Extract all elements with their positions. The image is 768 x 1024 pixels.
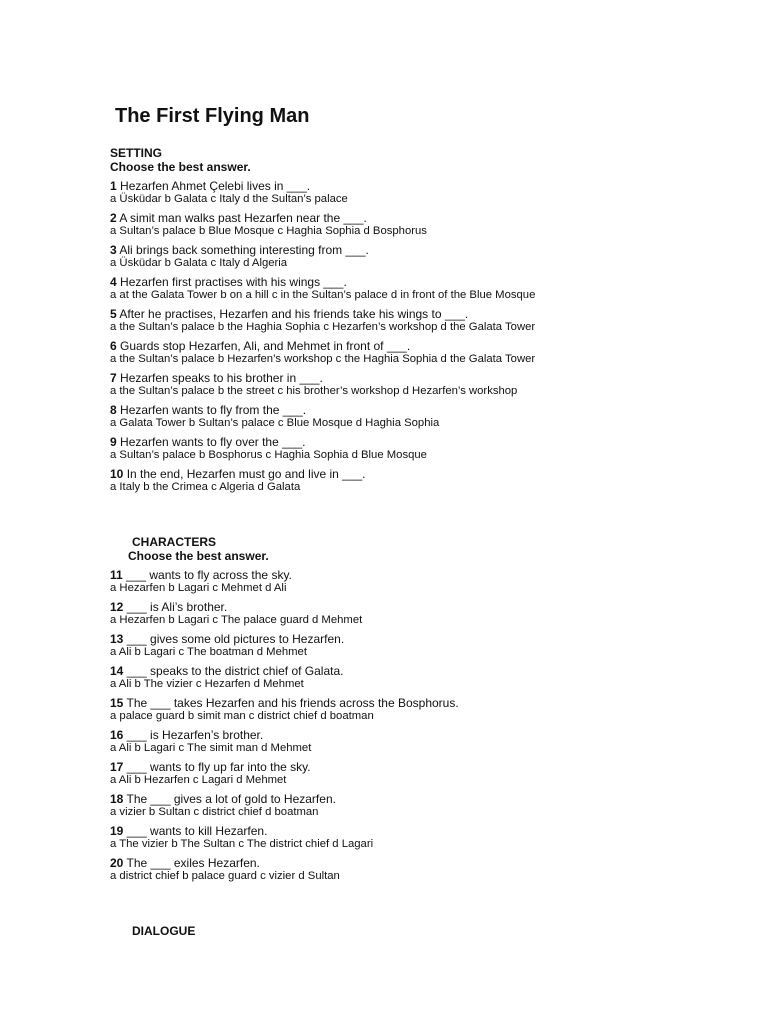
question-number: 9 <box>110 435 117 449</box>
question-number: 2 <box>110 211 117 225</box>
question-text: ___ speaks to the district chief of Galata. <box>126 664 344 678</box>
question-item <box>110 632 750 659</box>
answer-options: a the Sultan’s palace b the Haghia Sophia c Hezarfen’s workshop d the Galata Tower <box>110 321 536 333</box>
question-line <box>110 792 750 806</box>
question-number: 7 <box>110 371 117 385</box>
question-text: The ___ gives a lot of gold to Hezarfen. <box>126 792 336 806</box>
question-number: 18 <box>110 792 124 806</box>
dialogue-heading: DIALOGUE <box>132 924 196 938</box>
setting-section <box>110 146 750 494</box>
question-number: 17 <box>110 760 124 774</box>
answer-options: a Üsküdar b Galata c Italy d Algeria <box>110 257 288 269</box>
question-line <box>110 211 750 225</box>
answer-options: a Hezarfen b Lagari c Mehmet d Ali <box>110 582 287 594</box>
question-item <box>110 856 750 883</box>
answer-options: a palace guard b simit man c district chief d boatman <box>110 710 374 722</box>
question-line <box>110 403 750 417</box>
question-text: In the end, Hezarfen must go and live in ___. <box>126 467 366 481</box>
question-number: 20 <box>110 856 124 870</box>
question-item <box>110 275 750 302</box>
question-text: Ali brings back something interesting from ___. <box>119 243 369 257</box>
answer-options: a at the Galata Tower b on a hill c in the Sultan’s palace d in front of the Blue Mosque <box>110 289 536 301</box>
question-text: The ___ exiles Hezarfen. <box>126 856 260 870</box>
answer-options: a the Sultan’s palace b Hezarfen’s workshop c the Haghia Sophia d the Galata Tower <box>110 353 536 365</box>
question-item <box>110 211 750 238</box>
question-text: ___ is Ali’s brother. <box>126 600 228 614</box>
question-text: ___ gives some old pictures to Hezarfen. <box>126 632 345 646</box>
question-number: 5 <box>110 307 117 321</box>
answer-options: a Hezarfen b Lagari c The palace guard d Mehmet <box>110 614 363 626</box>
question-text: Hezarfen wants to fly over the ___. <box>120 435 306 449</box>
question-line <box>110 696 750 710</box>
question-text: A simit man walks past Hezarfen near the ___. <box>119 211 367 225</box>
question-line <box>110 664 750 678</box>
question-item <box>110 824 750 851</box>
question-number: 13 <box>110 632 124 646</box>
answer-options: a The vizier b The Sultan c The district chief d Lagari <box>110 838 374 850</box>
setting-question-list <box>110 179 750 494</box>
question-item <box>110 339 750 366</box>
answer-options: a the Sultan’s palace b the street c his brother’s workshop d Hezarfen’s workshop <box>110 385 518 397</box>
page-title: The First Flying Man <box>115 105 310 127</box>
question-item <box>110 696 750 723</box>
question-line <box>110 632 750 646</box>
question-number: 8 <box>110 403 117 417</box>
answer-options: a Üsküdar b Galata c Italy d the Sultan’s palace <box>110 193 348 205</box>
question-text: Hezarfen first practises with his wings ___. <box>120 275 347 289</box>
question-text: ___ is Hezarfen’s brother. <box>126 728 264 742</box>
answer-options: a Ali b Lagari c The simit man d Mehmet <box>110 742 312 754</box>
question-text: Hezarfen Ahmet Çelebi lives in ___. <box>120 179 311 193</box>
answer-options: a Sultan’s palace b Bosphorus c Haghia Sophia d Blue Mosque <box>110 449 427 461</box>
characters-instruction: Choose the best answer. <box>128 549 269 563</box>
question-number: 19 <box>110 824 124 838</box>
question-item <box>110 600 750 627</box>
question-text: Guards stop Hezarfen, Ali, and Mehmet in front of ___. <box>120 339 411 353</box>
question-line <box>110 435 750 449</box>
question-text: ___ wants to kill Hezarfen. <box>126 824 268 838</box>
question-number: 14 <box>110 664 124 678</box>
question-line <box>110 728 750 742</box>
question-number: 1 <box>110 179 117 193</box>
question-line <box>110 600 750 614</box>
question-text: ___ wants to fly up far into the sky. <box>126 760 311 774</box>
question-line <box>110 275 750 289</box>
question-item <box>110 243 750 270</box>
question-number: 6 <box>110 339 117 353</box>
answer-options: a Ali b Hezarfen c Lagari d Mehmet <box>110 774 287 786</box>
question-text: After he practises, Hezarfen and his friends take his wings to ___. <box>119 307 469 321</box>
answer-options: a Italy b the Crimea c Algeria d Galata <box>110 481 301 493</box>
question-text: Hezarfen speaks to his brother in ___. <box>120 371 323 385</box>
question-item <box>110 664 750 691</box>
question-line <box>110 243 750 257</box>
answer-options: a vizier b Sultan c district chief d boatman <box>110 806 319 818</box>
question-line <box>110 760 750 774</box>
question-item <box>110 179 750 206</box>
question-number: 3 <box>110 243 117 257</box>
question-number: 16 <box>110 728 124 742</box>
question-number: 10 <box>110 467 124 481</box>
characters-heading: CHARACTERS <box>132 535 216 549</box>
question-number: 4 <box>110 275 117 289</box>
question-line <box>110 467 750 481</box>
question-number: 11 <box>110 568 123 582</box>
question-item <box>110 760 750 787</box>
question-item <box>110 403 750 430</box>
characters-question-list <box>110 568 750 883</box>
question-line <box>110 568 750 582</box>
question-text: ___ wants to fly across the sky. <box>126 568 292 582</box>
question-item <box>110 568 750 595</box>
question-number: 15 <box>110 696 124 710</box>
question-line <box>110 371 750 385</box>
question-item <box>110 792 750 819</box>
question-item <box>110 371 750 398</box>
question-item <box>110 435 750 462</box>
question-item <box>110 728 750 755</box>
answer-options: a Ali b Lagari c The boatman d Mehmet <box>110 646 307 658</box>
question-line <box>110 339 750 353</box>
answer-options: a Ali b The vizier c Hezarfen d Mehmet <box>110 678 304 690</box>
answer-options: a district chief b palace guard c vizier d Sultan <box>110 870 340 882</box>
answer-options: a Galata Tower b Sultan’s palace c Blue Mosque d Haghia Sophia <box>110 417 440 429</box>
question-line <box>110 179 750 193</box>
setting-instruction: Choose the best answer. <box>110 160 251 174</box>
characters-section <box>110 535 750 883</box>
question-item <box>110 467 750 494</box>
question-text: Hezarfen wants to fly from the ___. <box>120 403 307 417</box>
question-text: The ___ takes Hezarfen and his friends across the Bosphorus. <box>126 696 459 710</box>
answer-options: a Sultan’s palace b Blue Mosque c Haghia Sophia d Bosphorus <box>110 225 427 237</box>
question-item <box>110 307 750 334</box>
question-line <box>110 856 750 870</box>
question-number: 12 <box>110 600 124 614</box>
question-line <box>110 824 750 838</box>
question-line <box>110 307 750 321</box>
setting-heading: SETTING <box>110 146 163 160</box>
